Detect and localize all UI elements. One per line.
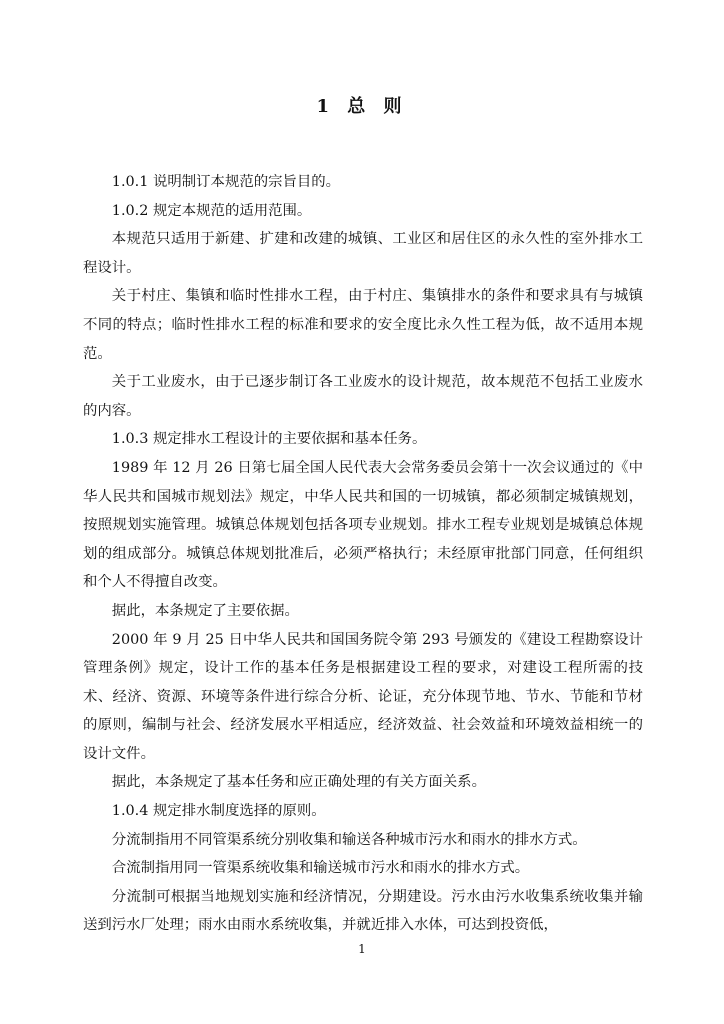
paragraph: 据此，本条规定了主要依据。 bbox=[111, 602, 299, 619]
paragraph: 合流制指用同一管渠系统收集和输送城市污水和雨水的排水方式。 bbox=[111, 860, 530, 877]
body-text bbox=[83, 168, 643, 940]
paragraph: 本规范只适用于新建、扩建和改建的城镇、工业区和居住区的永久性的室外排水工程设计。 bbox=[83, 231, 643, 276]
paragraph: 1.0.3 规定排水工程设计的主要依据和基本任务。 bbox=[111, 431, 427, 448]
paragraph: 1.0.2 规定本规范的适用范围。 bbox=[111, 202, 312, 219]
paragraph: 关于工业废水，由于已逐步制订各工业废水的设计规范，故本规范不包括工业废水的内容。 bbox=[83, 374, 643, 419]
page-number: 1 bbox=[358, 942, 366, 956]
paragraph: 分流制可根据当地规划实施和经济情况，分期建设。污水由污水收集系统收集并输送到污水厂处理；雨水由雨水系统收集，并就近排入水体，可达到投资低， bbox=[83, 888, 643, 934]
paragraph: 1.0.1 说明制订本规范的宗旨目的。 bbox=[111, 174, 341, 190]
paragraph: 关于村庄、集镇和临时性排水工程，由于村庄、集镇排水的条件和要求具有与城镇不同的特点；临时性排水工程的标准和要求的安全度比永久性工程为低，故不适用本规范。 bbox=[83, 288, 643, 362]
paragraph: 1989 年 12 月 26 日第七届全国人民代表大会常务委员会第十一次会议通过的《中华人民共和国城市规划法》规定，中华人民共和国的一切城镇，都必须制定城镇规划，按照规划实施管理。城镇总体规划包括各项专业规划。排水工程专业规划是城镇总体规划的组成部分。城镇总体规划批准后，必须严格执行；未经原审批部门同意，任何组织和个人不得擅自改变。 bbox=[83, 459, 643, 591]
paragraph: 1.0.4 规定排水制度选择的原则。 bbox=[111, 803, 326, 820]
paragraph: 分流制指用不同管渠系统分别收集和输送各种城市污水和雨水的排水方式。 bbox=[111, 831, 587, 848]
paragraph: 据此，本条规定了基本任务和应正确处理的有关方面关系。 bbox=[111, 774, 486, 791]
paragraph: 2000 年 9 月 25 日中华人民共和国国务院令第 293 号颁发的《建设工程勘察设计管理条例》规定，设计工作的基本任务是根据建设工程的要求，对建设工程所需的技术、经济、资源、环境等条件进行综合分析、论证，充分体现节地、节水、节能和节材的原则，编制与社会、经济发展水平相适应，经济效益、社会效益和环境效益相统一的设计文件。 bbox=[83, 631, 643, 762]
chapter-title: 1 总 则 bbox=[316, 96, 408, 117]
